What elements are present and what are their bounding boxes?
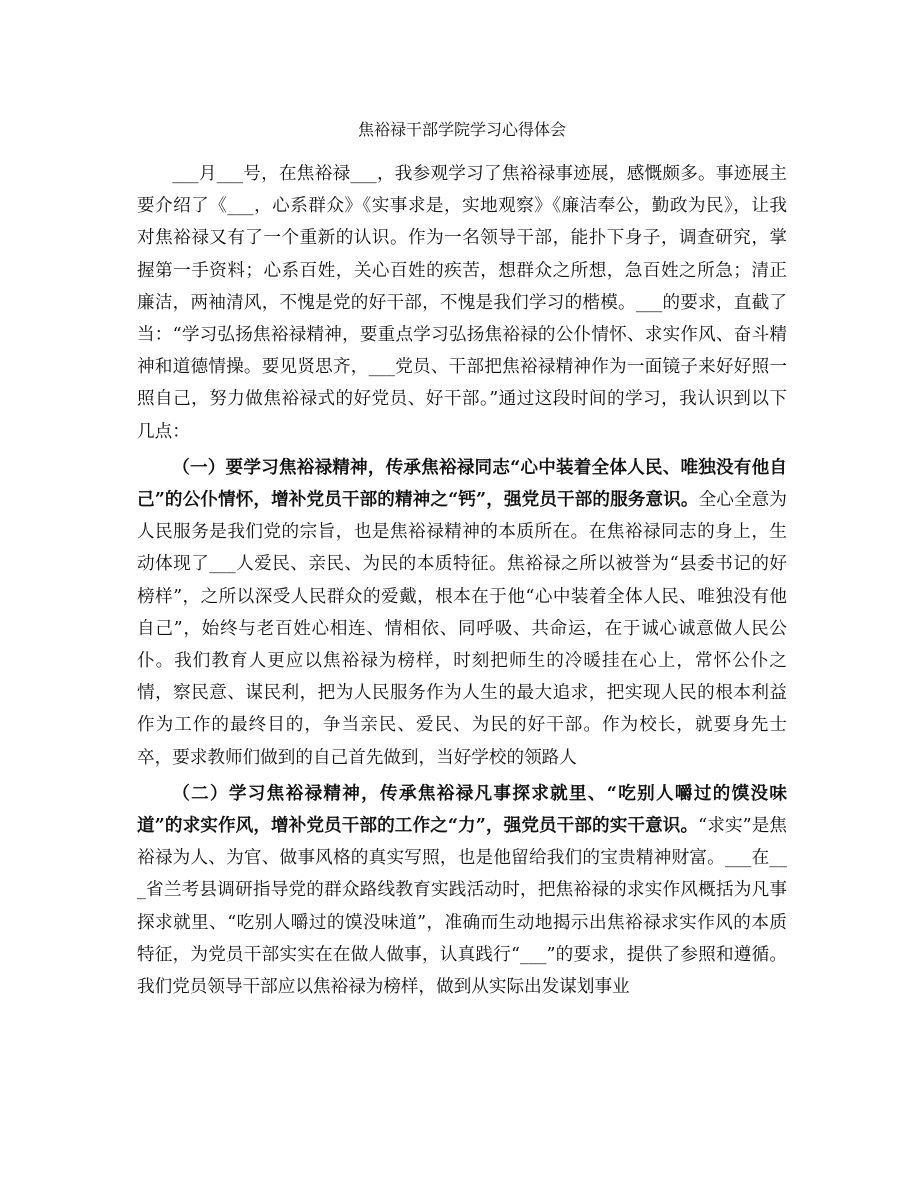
section-heading: （一）要学习焦裕禄精神，传承焦裕禄同志“心中装着全体人民、唯独没有他自己”的公仆情怀，增补党员干部的精神之“钙”，强党员干部的服务意识。 (137, 456, 787, 511)
paragraph-section-1 (137, 452, 787, 774)
paragraph-text: “求实”是焦裕禄为人、为官、做事风格的真实写照，也是他留给我们的宝贵精神财富。___在___省兰考县调研指导党的群众路线教育实践活动时，把焦裕禄的求实作风概括为凡事探求就里、“吃别人嚼过的馍没味道”，准确而生动地揭示出焦裕禄求实作风的本质特征，为党员干部实实在在做人做事，认真践行“___”的要求，提供了参照和遵循。我们党员领导干部应以焦裕禄为榜样，做到从实际出发谋划事业 (137, 816, 787, 998)
document-title: 焦裕禄干部学院学习心得体会 (357, 120, 566, 139)
paragraph-text: 全心全意为人民服务是我们党的宗旨，也是焦裕禄精神的本质所在。在焦裕禄同志的身上，生动体现了___人爱民、亲民、为民的本质特征。焦裕禄之所以被誉为“县委书记的好榜样”，之所以深受人民群众的爱戴，根本在于他“心中装着全体人民、唯独没有他自己”，始终与老百姓心相连、情相依、同呼吸、共命运，在于诚心诚意做人民公仆。我们教育人更应以焦裕禄为榜样，时刻把师生的冷暖挂在心上，常怀公仆之情，察民意、谋民利，把为人民服务作为人生的最大追求，把实现人民的根本利益作为工作的最终目的，争当亲民、爱民、为民的好干部。作为校长，就要身先士卒，要求教师们做到的自己首先做到，当好学校的领路人 (137, 490, 787, 768)
paragraph-intro (137, 158, 787, 448)
paragraph-text: ___月___号，在焦裕禄___，我参观学习了焦裕禄事迹展，感慨颇多。事迹展主要介绍了《___，心系群众》《实事求是，实地观察》《廉洁奉公，勤政为民》，让我对焦裕禄又有了一个重新的认识。作为一名领导干部，能扑下身子，调查研究，掌握第一手资料；心系百姓，关心百姓的疾苦，想群众之所想，急百姓之所急；清正廉洁，两袖清风，不愧是党的好干部，不愧是我们学习的楷模。___的要求，直截了当：“学习弘扬焦裕禄精神，要重点学习弘扬焦裕禄的公仆情怀、求实作风、奋斗精神和道德情操。要见贤思齐，___党员、干部把焦裕禄精神作为一面镜子来好好照一照自己，努力做焦裕禄式的好党员、好干部。”通过这段时间的学习，我认识到以下几点： (137, 164, 787, 442)
section-heading: （二）学习焦裕禄精神，传承焦裕禄凡事探求就里、“吃别人嚼过的馍没味道”的求实作风，增补党员干部的工作之“力”，强党员干部的实干意识。 (137, 782, 787, 837)
paragraph-section-2 (137, 778, 787, 1003)
document-page (137, 116, 787, 1003)
